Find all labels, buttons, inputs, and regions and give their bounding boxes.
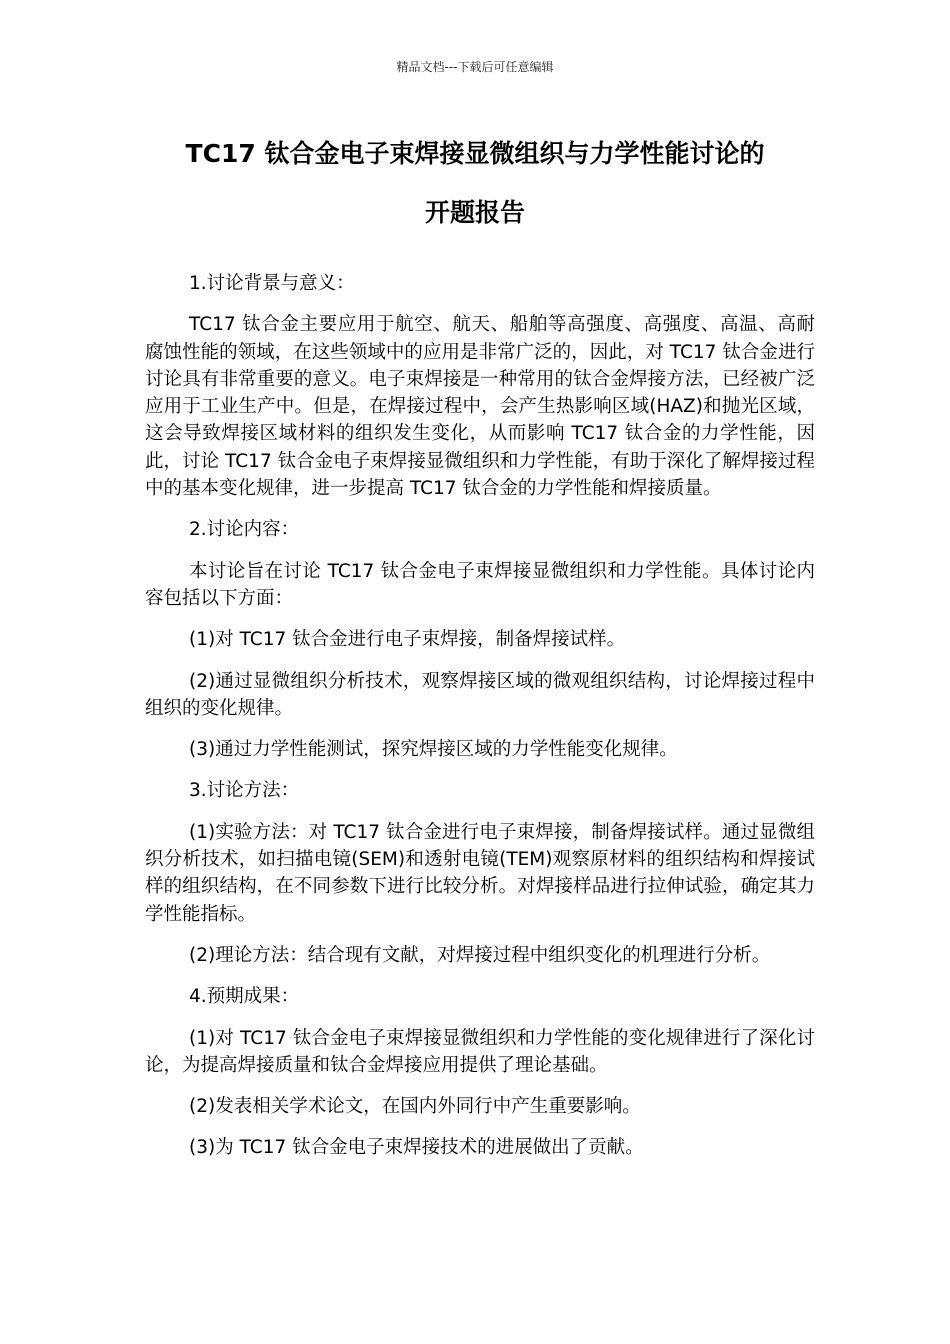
section-heading-content: 2.讨论内容： <box>189 519 300 541</box>
document-body <box>145 270 815 1176</box>
outcome-item-3: (3)为 TC17 钛合金电子束焊接技术的进展做出了贡献。 <box>189 1137 644 1159</box>
document-title-line-1: TC17 钛合金电子束焊接显微组织与力学性能讨论的 <box>185 139 765 168</box>
outcome-item-2: (2)发表相关学术论文，在国内外同行中产生重要影响。 <box>189 1096 641 1118</box>
content-item-3: (3)通过力学性能测试，探究焊接区域的力学性能变化规律。 <box>189 739 678 761</box>
content-item-2: (2)通过显微组织分析技术，观察焊接区域的微观组织结构，讨论焊接过程中组织的变化规律。 <box>145 670 815 719</box>
section-heading-outcomes: 4.预期成果： <box>189 986 300 1008</box>
section-heading-background: 1.讨论背景与意义： <box>189 273 355 294</box>
paragraph-content-intro: 本讨论旨在讨论 TC17 钛合金电子束焊接显微组织和力学性能。具体讨论内容包括以下方面： <box>145 560 815 609</box>
section-heading-methods: 3.讨论方法： <box>189 780 300 802</box>
paragraph-background: TC17 钛合金主要应用于航空、航天、船舶等高强度、高强度、高温、高耐腐蚀性能的领域，在这些领域中的应用是非常广泛的，因此，对 TC17 钛合金进行讨论具有非常重要的意义。电子束焊接是一种常用的钛合金焊接方法，已经被广泛应用于工业生产中。但是，在焊接过程中，会产生热影响区域(HAZ)和抛光区域，这会导致焊接区域材料的组织发生变化，从而影响 TC17 钛合金的力学性能，因此，讨论 TC17 钛合金电子束焊接显微组织和力学性能，有助于深化了解焊接过程中的基本变化规律，进一步提高 TC17 钛合金的力学性能和焊接质量。 <box>145 314 815 500</box>
method-item-1: (1)实验方法：对 TC17 钛合金进行电子束焊接，制备焊接试样。通过显微组织分析技术，如扫描电镜(SEM)和透射电镜(TEM)观察原材料的组织结构和焊接试样的组织结构，在不同参数下进行比较分析。对焊接样品进行拉伸试验，确定其力学性能指标。 <box>145 821 815 925</box>
page-header-note: 精品文档---下载后可任意编辑 <box>396 60 554 74</box>
content-item-1: (1)对 TC17 钛合金进行电子束焊接，制备焊接试样。 <box>189 629 626 651</box>
method-item-2: (2)理论方法：结合现有文献，对焊接过程中组织变化的机理进行分析。 <box>189 944 771 966</box>
document-title-line-2: 开题报告 <box>424 198 525 227</box>
outcome-item-1: (1)对 TC17 钛合金电子束焊接显微组织和力学性能的变化规律进行了深化讨论，为提高焊接质量和钛合金焊接应用提供了理论基础。 <box>145 1027 815 1076</box>
